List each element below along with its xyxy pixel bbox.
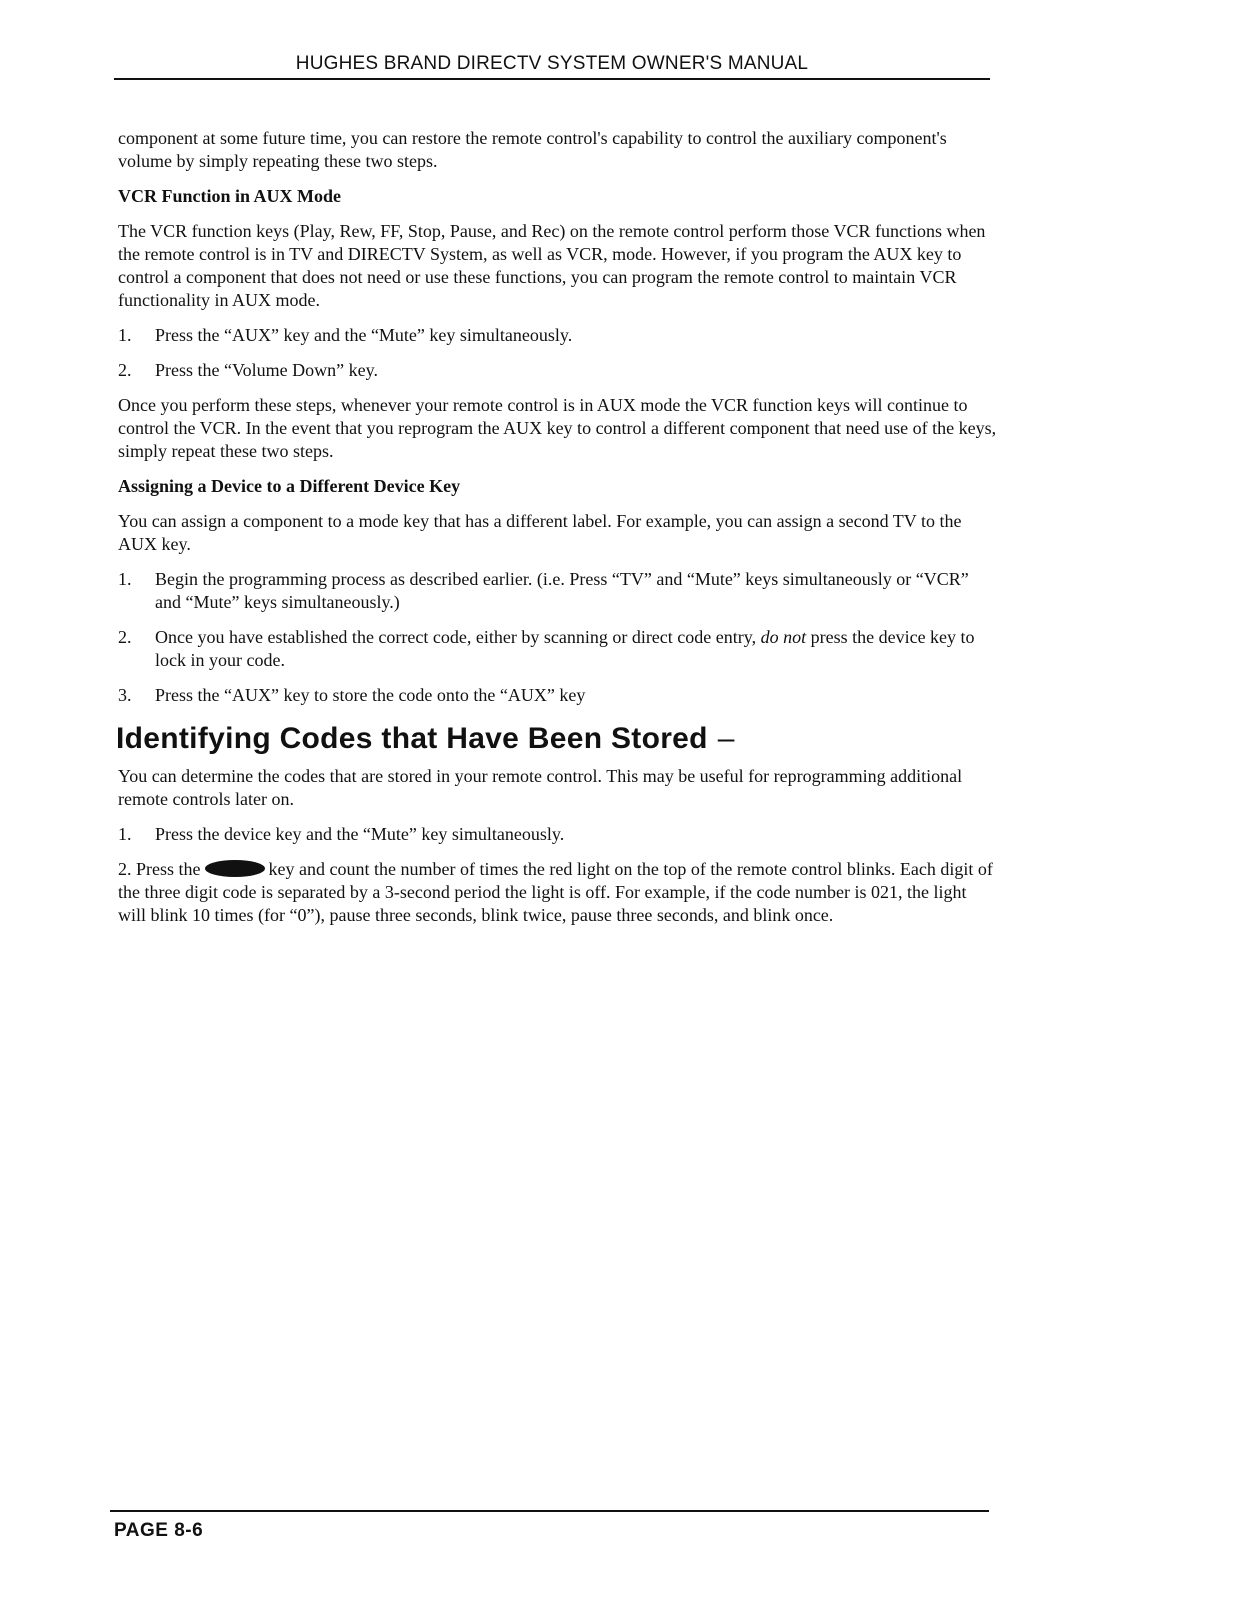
page-content	[118, 127, 998, 939]
vcr-paragraph-2: Once you perform these steps, whenever your remote control is in AUX mode the VCR function keys will continue to control the VCR. In the event that you reprogram the AUX key to control a different component that need use of the keys, simply repeat these two steps.	[118, 395, 997, 461]
step-text: Begin the programming process as described earlier. (i.e. Press “TV” and “Mute” keys simultaneously or “VCR” and “Mute” keys simultaneously.)	[155, 569, 969, 612]
intro-paragraph: component at some future time, you can restore the remote control's capability to control the auxiliary component's volume by simply repeating these two steps.	[118, 128, 947, 171]
step-text: Press the “AUX” key to store the code onto the “AUX” key	[155, 685, 586, 705]
step-number: 1.	[118, 325, 132, 345]
step-text: key and count the number of times the red light on the top of the remote control blinks. Each digit of the three digit code is separated by a 3-second period the light is off. For example, if the code number is 021, the light will blink 10 times (for “0”), pause three seconds, blink twice, pause three seconds, and blink once.	[118, 859, 993, 925]
identify-section-heading	[116, 721, 998, 757]
step-text: Press the “Volume Down” key.	[155, 360, 378, 380]
footer-rule	[110, 1510, 989, 1512]
vcr-step-1	[118, 324, 998, 347]
step-text: Press the device key and the “Mute” key simultaneously.	[155, 824, 565, 844]
identify-step-1	[118, 823, 998, 846]
step-number: 3.	[118, 685, 132, 705]
step-number: 2.	[118, 360, 132, 380]
emphasis-text: do not	[760, 627, 807, 647]
step-number: 2.	[118, 627, 132, 647]
step-text-part: press the device key to lock in your code.	[155, 627, 975, 670]
step-text: Press the “AUX” key and the “Mute” key simultaneously.	[155, 325, 573, 345]
heading-dash: –	[717, 722, 735, 755]
assign-section-heading: Assigning a Device to a Different Device Key	[118, 476, 461, 496]
assign-step-3	[118, 684, 998, 707]
step-prefix: 2. Press the	[118, 859, 201, 879]
step-text	[155, 626, 998, 672]
vcr-section-heading: VCR Function in AUX Mode	[118, 186, 342, 206]
page-header: HUGHES BRAND DIRECTV SYSTEM OWNER'S MANUAL	[114, 52, 990, 80]
assign-paragraph-1: You can assign a component to a mode key that has a different label. For example, you can assign a second TV to the AUX key.	[118, 511, 962, 554]
identify-paragraph-1: You can determine the codes that are stored in your remote control. This may be useful for reprogramming additional remote controls later on.	[118, 766, 963, 809]
step-text-part: Once you have established the correct code, either by scanning or direct code entry,	[155, 627, 761, 647]
vcr-step-2	[118, 359, 998, 382]
step-number: 1.	[118, 569, 132, 589]
heading-text: Identifying Codes that Have Been Stored	[116, 722, 708, 755]
vcr-paragraph-1: The VCR function keys (Play, Rew, FF, Stop, Pause, and Rec) on the remote control perform those VCR functions when the remote control is in TV and DIRECTV System, as well as VCR, mode. However, if you program the AUX key to control a component that does not need or use these functions, you can program the remote control to maintain VCR functionality in AUX mode.	[118, 221, 986, 310]
step-number: 1.	[118, 824, 132, 844]
assign-step-2	[118, 626, 998, 672]
enter-key-icon	[205, 860, 265, 877]
assign-step-1	[118, 568, 998, 614]
identify-step-2	[118, 858, 998, 927]
page-number: PAGE 8-6	[114, 1520, 204, 1541]
